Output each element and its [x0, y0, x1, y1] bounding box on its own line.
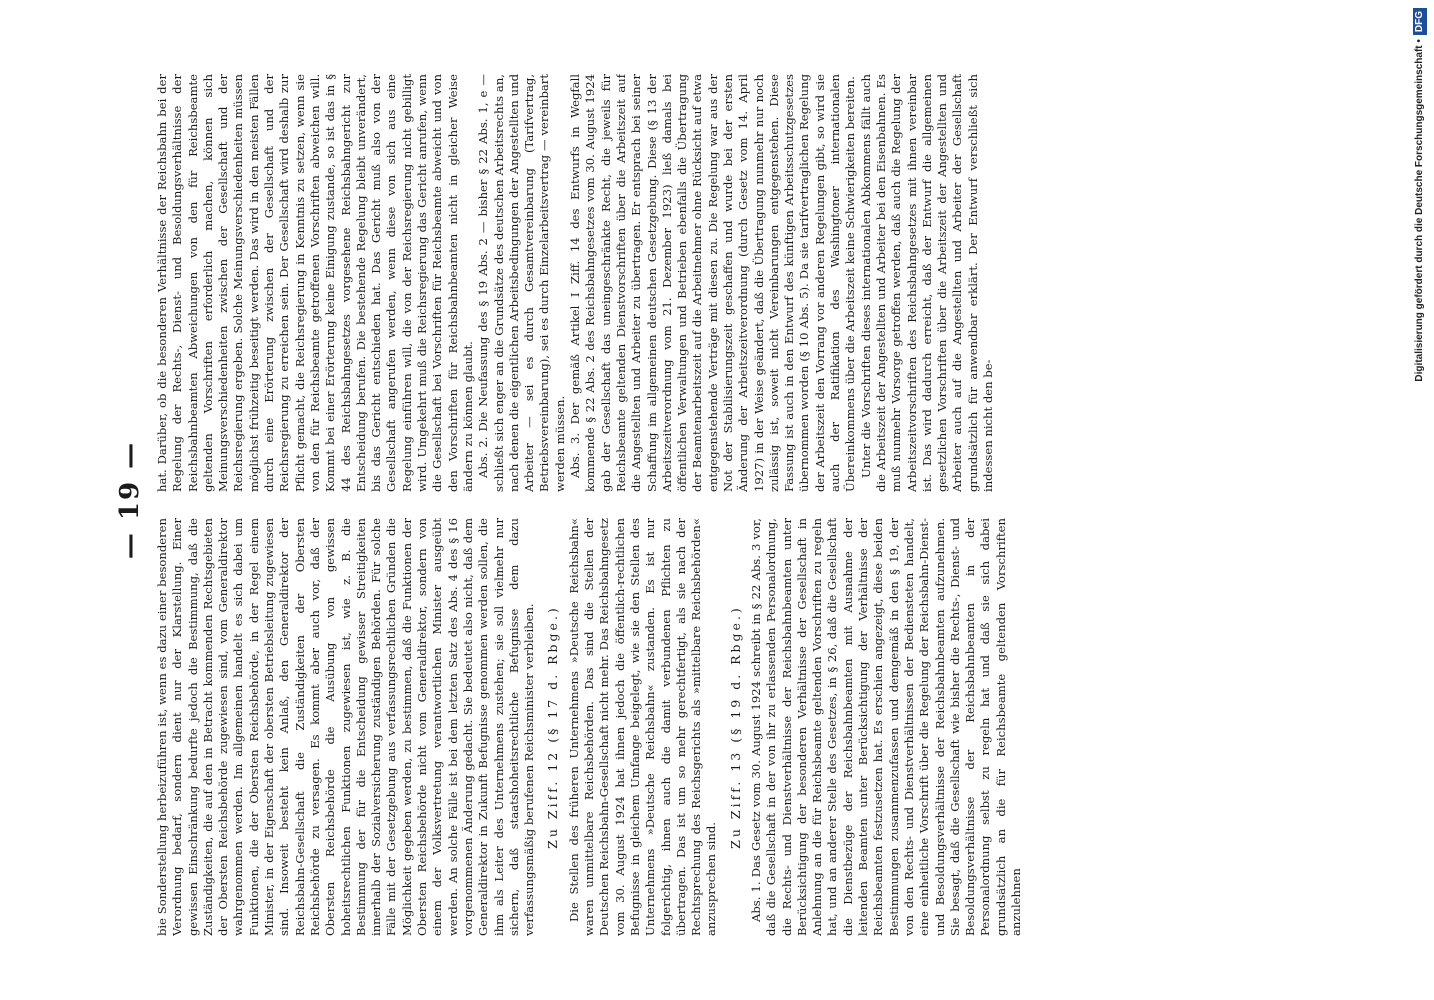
left-column	[155, 518, 1305, 936]
page-number: — 19 —	[115, 440, 145, 560]
section-heading-ziff-13: Zu Ziff. 13 (§ 19 d. Rbge.)	[727, 605, 743, 849]
left-paragraph-3: Abs. 1. Das Gesetz vom 30. August 1924 schreibt in § 22 Abs. 3 vor, daß die Gesellschaft in der von ihr zu erlassenden Personalordnung, die Rechts- und Dienstverhältnisse der Reichsbahnbeamten unter Berücksichtigung der besonderen Verhältnisse der Gesellschaft in Anlehnung an die für Reichsbeamte geltenden Vorschriften zu regeln hat, und an anderer Stelle des Gesetzes, in § 26, daß die Gesellschaft die Dienstbezüge der Reichsbahnbeamten mit Ausnahme der leitenden Beamten unter Berücksichtigung der Verhältnisse der Reichsbeamten festzusetzen hat. Es erschien angezeigt, diese beiden Bestimmungen zusammenzufassen und demgemäß in den § 19, der von den Rechts- und Dienstverhältnissen der Bediensteten handelt, eine einheitliche Vorschrift über die Regelung der Reichsbahn-Dienst- und Besoldungsverhältnisse der Reichsbahnbeamten aufzunehmen. Sie besagt, daß die Gesellschaft wie bisher die Rechts-, Dienst- und Besoldungsverhältnisse der Reichsbahnbeamten in der Personalordnung selbst zu regeln hat und daß sie sich dabei grundsätzlich an die für Reichsbeamte geltenden Vorschriften anzulehnen	[748, 518, 1024, 936]
right-paragraph-1: hat. Darüber, ob die besonderen Verhältnisse der Reichsbahn bei der Regelung der Rechts-, Dienst- und Besoldungsverhältnisse der Reichsbahnbeamten Abweichungen von den für Reichsbeamte geltenden Vorschriften erforderlich machen, können sich Meinungsverschiedenheiten zwischen der Gesellschaft und der Reichsregierung ergeben. Solche Meinungsverschiedenheiten müssen möglichst frühzeitig beseitigt werden. Das wird in den meisten Fällen durch eine Erörterung zwischen der Gesellschaft und der Reichsregierung zu erreichen sein. Der Gesellschaft wird deshalb zur Pflicht gemacht, die Reichsregierung in Kenntnis zu setzen, wenn sie von den für Reichsbeamte getroffenen Vorschriften abweichen will. Kommt bei einer Erörterung keine Einigung zustande, so ist das in § 44 des Reichsbahngesetzes vorgesehene Reichsbahngericht zur Entscheidung berufen. Die bestehende Regelung bleibt unverändert, bis das Gericht entschieden hat. Das Gericht muß also von der Gesellschaft angerufen werden, wenn diese von sich aus eine Regelung einführen will, die von der Reichsregierung nicht gebilligt wird. Umgekehrt muß die Reichsregierung das Gericht anrufen, wenn die Gesellschaft bei Vorschriften für Reichsbeamte abweicht und von den Vorschriften für Reichsbahnbeamten nicht in gleicher Weise ändern zu können glaubt.	[155, 74, 475, 492]
dfg-logo: DFG	[1413, 8, 1427, 35]
section-heading-ziff-12: Zu Ziff. 12 (§ 17 d. Rbge.)	[545, 605, 561, 849]
right-paragraph-2: Abs. 2. Die Neufassung des § 19 Abs. 2 — bisher § 22 Abs. 1, e — schließt sich enger an die Grundsätze des deutschen Arbeitsrechts an, nach denen die eigentlichen Arbeitsbedingungen der Angestellten und Arbeiter — sei es durch Gesamtvereinbarung (Tarifvertrag, Betriebsvereinbarung), sei es durch Einzelarbeitsvertrag — vereinbart werden müssen.	[476, 74, 567, 492]
right-paragraph-3: Abs. 3. Der gemäß Artikel I Ziff. 14 des Entwurfs in Wegfall kommende § 22 Abs. 2 des Reichsbahngesetzes vom 30. August 1924 gab der Gesellschaft das uneingeschränkte Recht, die jeweils für Reichsbeamte geltenden Dienstvorschriften über die Arbeitszeit auf die Angestellten und Arbeiter zu übertragen. Er entsprach bei seiner Schaffung im allgemeinen deutschen Gesetzgebung. Diese (§ 13 der Arbeitszeitverordnung vom 21. Dezember 1923) ließ damals bei öffentlichen Verwaltungen und Betrieben ebenfalls die Übertragung der Beamtenarbeitszeit auf die Arbeitnehmer ohne Rücksicht auf etwa entgegenstehende Verträge mit diesen zu. Die Regelung war aus der Not der Stabilisierungszeit geschaffen und wurde bei der ersten Änderung der Arbeitszeitverordnung (durch Gesetz vom 14. April 1927) in der Weise geändert, daß die Übertragung nunmehr nur noch zulässig ist, soweit nicht Vereinbarungen entgegenstehen. Diese Fassung ist auch in den Entwurf des künftigen Arbeitsschutzgesetzes übernommen worden (§ 10 Abs. 5). Da sie tarifvertraglichen Regelung der Arbeitszeit den Vorrang vor anderen Regelungen gibt, so wird sie auch der Ratifikation des Washingtoner internationalen Übereinkommens über die Arbeitszeit keine Schwierigkeiten bereiten.	[568, 74, 858, 492]
right-column	[155, 74, 1305, 492]
rotated-document-page	[110, 60, 1320, 940]
digitization-credit-text: Digitalisierung gefördert durch die Deutsche Forschungsgemeinschaft •	[1414, 39, 1425, 382]
left-paragraph-1: bie Sonderstellung herbeizuführen ist, wenn es dazu einer besonderen Verordnung bedarf, sondern dient nur der Klarstellung. Einer gewissen Einschränkung bedurfte jedoch die Bestimmung, daß die Zuständigkeiten, die auf den in Betracht kommenden Rechtsgebieten der Obersten Reichsbehörde zugewiesen sind, vom Generaldirektor wahrgenommen werden. Im allgemeinen handelt es sich dabei um Funktionen, die der Obersten Reichsbehörde, in der Regel einem Minister, in der Eigenschaft der obersten Betriebsleitung zugewiesen sind. Insoweit besteht kein Anlaß, den Generaldirektor der Reichsbahn-Gesellschaft die Zuständigkeiten der Obersten Reichsbehörde zu versagen. Es kommt aber auch vor, daß der Obersten Reichsbehörde die Ausübung von gewissen hoheitsrechtlichen Funktionen zugewiesen ist, wie z. B. die Bestimmung der für die Entscheidung gewisser Streitigkeiten innerhalb der Sozialversicherung zuständigen Behörden. Für solche Fälle mit der Gesetzgebung aus verfassungsrechtlichen Gründen die Möglichkeit gegeben werden, zu bestimmen, daß die Funktionen der Obersten Reichsbehörde nicht vom Generaldirektor, sondern von einem der Volksvertretung verantwortlichen Minister ausgeübt werden. An solche Fälle ist bei dem letzten Satz des Abs. 4 des § 16 vorgenommenen Änderung gedacht. Sie bedeutet also nicht, daß dem Generaldirektor in Zukunft Befugnisse genommen werden sollen, die ihm als Leiter des Unternehmens zustehen; sie soll vielmehr nur sichern, daß staatshoheitsrechtliche Befugnisse dem dazu verfassungsmäßig berufenen Reichsminister verbleiben.	[155, 518, 537, 936]
digitization-credit-sidebar	[1408, 8, 1432, 992]
right-paragraph-4: Unter die Vorschriften dieses internationalen Abkommens fällt auch die Arbeitszeit der Angestellten und Arbeiter bei den Eisenbahnen. Es muß nunmehr Vorsorge getroffen werden, daß auch die Regelung der Arbeitszeitvorschriften des Reichsbahngesetzes mit ihnen vereinbar ist. Das wird dadurch erreicht, daß der Entwurf die allgemeinen gesetzlichen Vorschriften über die Arbeitszeit der Angestellten und Arbeiter auch auf die Angestellten und Arbeiter der Gesellschaft grundsätzlich für anwendbar erklärt. Der Entwurf verschließt sich indessen nicht den be-	[858, 74, 996, 492]
left-paragraph-2: Die Stellen des früheren Unternehmens »Deutsche Reichsbahn« waren unmittelbare Reichsbehörden. Das sind die Stellen der Deutschen Reichsbahn-Gesellschaft nicht mehr. Das Reichsbahngesetz vom 30. August 1924 hat ihnen jedoch die öffentlich-rechtlichen Befugnisse in gleichem Umfange beigelegt, wie sie den Stellen des Unternehmens »Deutsche Reichsbahn« zustanden. Es ist nur folgerichtig, ihnen auch die damit verbundenen Pflichten zu übertragen. Das ist um so mehr gerechtfertigt, als sie nach der Rechtsprechung des Reichsgerichts als »mittelbare Reichsbehörden« anzusprechen sind.	[566, 518, 719, 936]
